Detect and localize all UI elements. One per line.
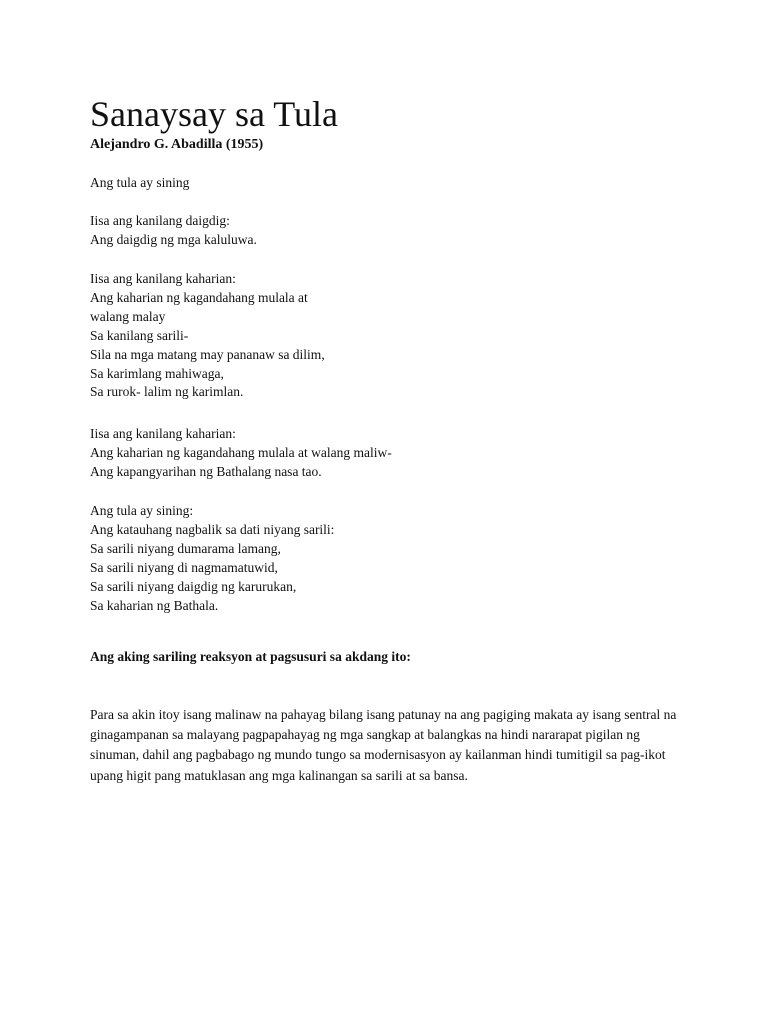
poem-line: Ang katauhang nagbalik sa dati niyang sarili: [90,521,335,537]
poem-stanza-2 [90,212,257,250]
poem-line: Ang kapangyarihan ng Bathalang nasa tao. [90,463,322,479]
poem-stanza-3 [90,270,325,402]
poem-line: Ang kaharian ng kagandahang mulala at [90,289,308,305]
poem-line: Sa rurok- lalim ng karimlan. [90,384,244,400]
poem-stanza-5 [90,502,334,615]
poem-line: walang malay [90,308,166,324]
poem-line: Sa sarili niyang di nagmamatuwid, [90,559,278,575]
poem-line: Sa kaharian ng Bathala. [90,597,219,613]
document-title: Sanaysay sa Tula [90,94,339,134]
poem-line: Ang kaharian ng kagandahang mulala at walang maliw- [90,444,392,460]
poem-line: Sa kanilang sarili- [90,327,189,343]
poem-line: Sa sarili niyang dumarama lamang, [90,540,281,556]
poem-line: Iisa ang kanilang kaharian: [90,426,236,441]
poem-line: Iisa ang kanilang kaharian: [90,271,236,286]
poem-stanza-4 [90,425,392,482]
poem-line: Ang tula ay sining [90,175,190,190]
reaction-heading: Ang aking sariling reaksyon at pagsusuri sa akdang ito: [90,649,411,664]
poem-line: Sa sarili niyang daigdig ng karurukan, [90,578,297,594]
document-author: Alejandro G. Abadilla (1955) [90,137,264,152]
poem-line: Iisa ang kanilang daigdig: [90,213,230,228]
poem-line: Ang daigdig ng mga kaluluwa. [90,231,257,247]
poem-line: Ang tula ay sining: [90,503,194,518]
poem-line: Sila na mga matang may pananaw sa dilim, [90,346,325,362]
poem-stanza-1 [90,174,189,193]
poem-line: Sa karimlang mahiwaga, [90,365,224,381]
reaction-paragraph: Para sa akin itoy isang malinaw na pahayag bilang isang patunay na ang pagiging makata ay isang sentral na ginagampanan sa malayang pagpapahayag ng mga sangkap at balangkas na hindi nararapat pigilan ng sinuman, dahil ang pagbabago ng mundo tungo sa modernisasyon ay kailanman hindi tumitigil sa pag-ikot upang higit pang matuklasan ang mga kalinangan sa sarili at sa bansa. [90,707,677,783]
